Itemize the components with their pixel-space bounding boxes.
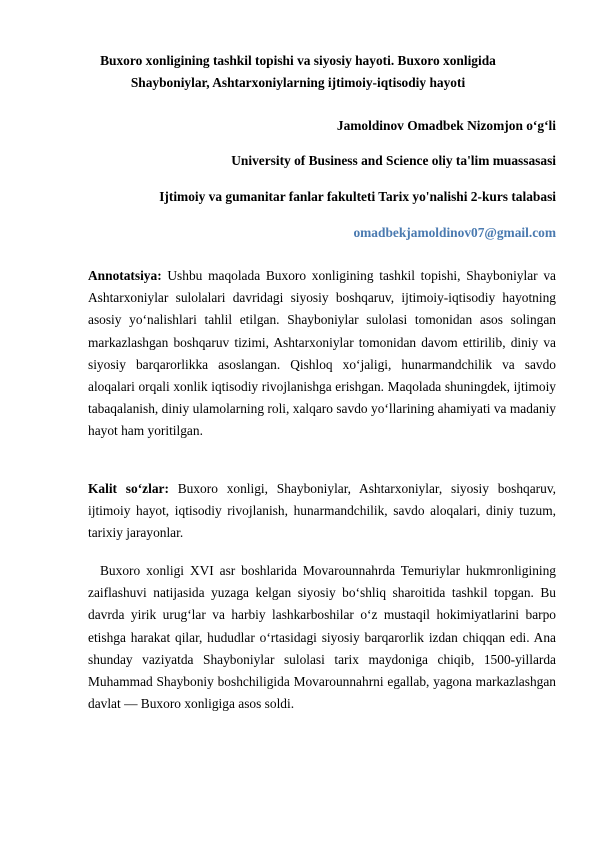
abstract-text: Ushbu maqolada Buxoro xonligining tashkil topishi, Shayboniylar va Ashtarxoniylar sulolalari davridagi siyosiy boshqaruv, ijtimoiy-iqtisodiy hayotning asosiy yo‘nalishlari tahlil etilgan. Shayboniylar sulolasi tomonidan asos solingan markazlashgan boshqaruv tizimi, Ashtarxoniylar tomonidan davom ettirilib, diniy va siyosiy barqarorlikka asoslangan. Qishloq xo‘jaligi, hunarmandchilik va savdo aloqalari orqali xonlik iqtisodiy rivojlanishga erishgan. Maqolada shuningdek, ijtimoiy tabaqalanish, diniy ulamolarning roli, xalqaro savdo yo‘llarining ahamiyati va madaniy hayot ham yoritilgan. <box>88 268 556 439</box>
body-paragraph: Buxoro xonligi XVI asr boshlarida Movarounnahrda Temuriylar hukmronligining zaiflashuvi natijasida yuzaga kelgan siyosiy bo‘shliq sharoitida tashkil topgan. Bu davrda yirik urug‘lar va harbiy lashkarboshilar o‘z mustaqil hokimiyatlarini barpo etishga harakat qilar, hududlar o‘rtasidagi siyosiy barqarorlik izdan chiqqan edi. Ana shunday vaziyatda Shayboniylar sulolasi tarix maydoniga chiqib, 1500-yillarda Muhammad Shayboniy boshchiligida Movarounnahrni egallab, yagona markazlashgan davlat — Buxoro xonligiga asos soldi. <box>88 563 556 712</box>
author-email[interactable]: omadbekjamoldinov07@gmail.com <box>353 225 556 240</box>
abstract-paragraph <box>88 265 556 443</box>
author-name: Jamoldinov Omadbek Nizomjon o‘g‘li <box>336 118 556 133</box>
paper-title: Buxoro xonligining tashkil topishi va siyosiy hayoti. Buxoro xonligida Shayboniylar, Ashtarxoniylarning ijtimoiy-iqtisodiy hayoti <box>100 53 496 90</box>
keywords-paragraph <box>88 478 556 545</box>
author-affiliation: University of Business and Science oliy ta'lim muassasasi <box>231 153 556 168</box>
keywords-label: Kalit so‘zlar: <box>88 481 169 496</box>
abstract-label: Annotatsiya: <box>88 268 162 283</box>
keywords-text: Buxoro xonligi, Shayboniylar, Ashtarxoniylar, siyosiy boshqaruv, ijtimoiy hayot, iqtisodiy rivojlanish, hunarmandchilik, savdo aloqalari, diniy tuzum, tarixiy jarayonlar. <box>88 481 556 541</box>
author-faculty: Ijtimoiy va gumanitar fanlar fakulteti Tarix yo'nalishi 2-kurs talabasi <box>159 189 556 204</box>
